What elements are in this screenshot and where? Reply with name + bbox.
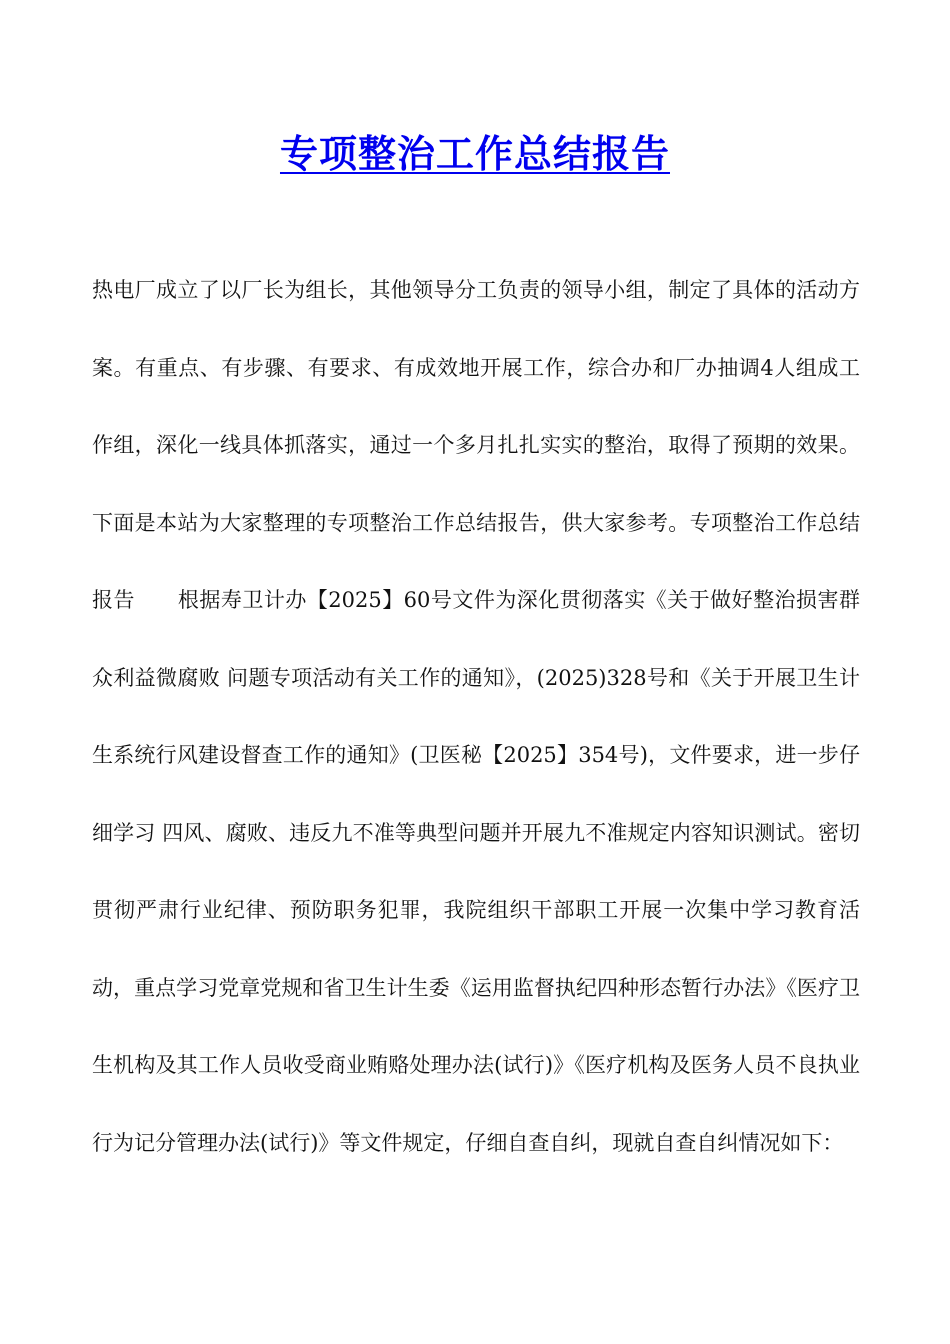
document-body: 热电厂成立了以厂长为组长，其他领导分工负责的领导小组，制定了具体的活动方案。有重点、有步骤、有要求、有成效地开展工作，综合办和厂办抽调4人组成工作组，深化一线具体抓落实，通过一个多月扎扎实实的整治，取得了预期的效果。下面是本站为大家整理的专项整治工作总结报告，供大家参考。专项整治工作总结报告 根据寿卫计办【2025】60号文件为深化贯彻落实《关于做好整治损害群众利益微腐败 问题专项活动有关工作的通知》，(2025)328号和《关于开展卫生计生系统行风建设督查工作的通知》(卫医秘【2025】354号)，文件要求，进一步仔细学习 四风、腐败、违反九不准等典型问题并开展九不准规定内容知识测试。密切贯彻严肃行业纪律、预防职务犯罪，我院组织干部职工开展一次集中学习教育活动，重点学习党章党规和省卫生计生委《运用监督执纪四种形态暂行办法》《医疗卫生机构及其工作人员收受商业贿赂处理办法(试行)》《医疗机构及医务人员不良执业行为记分管理办法(试行)》等文件规定，仔细自查自纠，现就自查自纠情况如下： bbox=[92, 278, 860, 1155]
document-title[interactable]: 专项整治工作总结报告 bbox=[279, 131, 670, 176]
